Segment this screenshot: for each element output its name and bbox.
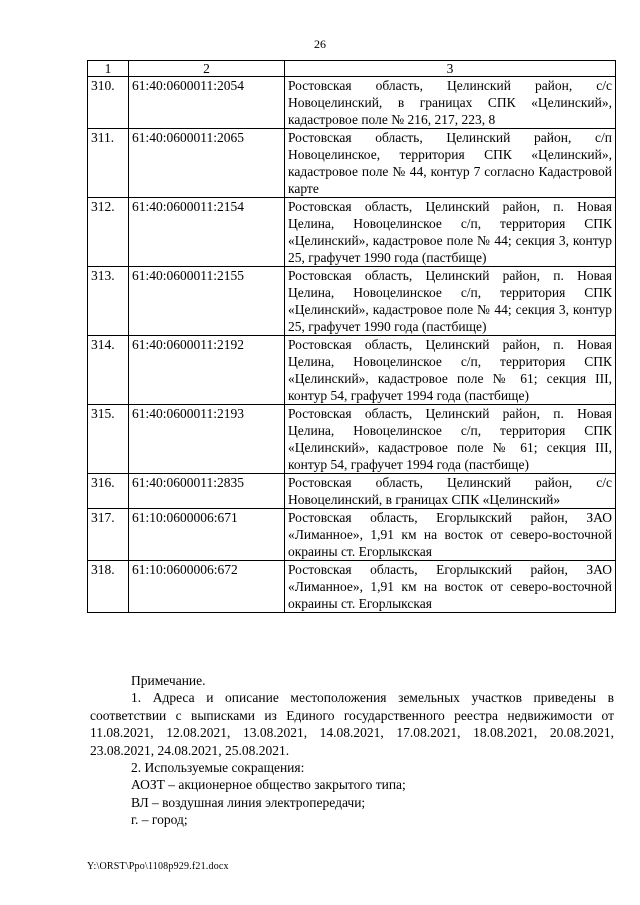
table-row [88, 267, 616, 336]
land-plots-table [87, 60, 616, 613]
cadastral-number-cell: 61:40:0600011:2192 [129, 336, 285, 405]
address-cell: Ростовская область, Целинский район, п. Новая Целина, Новоцелинское с/п, территория СПК «Целинский», кадастровое поле № 61; секция III, контур 54, графучет 1994 года (пастбище) [285, 336, 616, 405]
row-number-cell: 318. [88, 561, 129, 613]
cadastral-number-cell: 61:40:0600011:2065 [129, 129, 285, 198]
address-cell: Ростовская область, Целинский район, с/с Новоцелинский, в границах СПК «Целинский», кадастровое поле № 216, 217, 223, 8 [285, 77, 616, 129]
cadastral-number-cell: 61:40:0600011:2054 [129, 77, 285, 129]
table-row [88, 77, 616, 129]
header-col-1: 1 [88, 61, 129, 77]
address-cell: Ростовская область, Егорлыкский район, ЗАО «Лиманное», 1,91 км на восток от северо-восточной окраины ст. Егорлыкская [285, 561, 616, 613]
cadastral-number-cell: 61:40:0600011:2155 [129, 267, 285, 336]
table-row [88, 509, 616, 561]
table-row [88, 561, 616, 613]
cadastral-number-cell: 61:40:0600011:2193 [129, 405, 285, 474]
file-path-footer: Y:\ORST\Ppo\1108p929.f21.docx [87, 861, 229, 872]
row-number-cell: 311. [88, 129, 129, 198]
address-cell: Ростовская область, Целинский район, п. Новая Целина, Новоцелинское с/п, территория СПК «Целинский», кадастровое поле № 44; секция 3, контур 25, графучет 1990 года (пастбище) [285, 198, 616, 267]
table-row [88, 336, 616, 405]
address-cell: Ростовская область, Целинский район, с/с Новоцелинский, в границах СПК «Целинский» [285, 474, 616, 509]
row-number-cell: 312. [88, 198, 129, 267]
header-col-3: 3 [285, 61, 616, 77]
row-number-cell: 317. [88, 509, 129, 561]
address-cell: Ростовская область, Целинский район, с/п Новоцелинское, территория СПК «Целинский», кадастровое поле № 44, контур 7 согласно Кадастровой карте [285, 129, 616, 198]
table-header-row [88, 61, 616, 77]
address-cell: Ростовская область, Егорлыкский район, ЗАО «Лиманное», 1,91 км на восток от северо-восточной окраины ст. Егорлыкская [285, 509, 616, 561]
table-row [88, 405, 616, 474]
page-number: 26 [314, 37, 326, 51]
row-number-cell: 313. [88, 267, 129, 336]
note-item-2: 2. Используемые сокращения: [131, 760, 305, 776]
row-number-cell: 315. [88, 405, 129, 474]
table-row [88, 198, 616, 267]
cadastral-number-cell: 61:10:0600006:671 [129, 509, 285, 561]
table-row [88, 474, 616, 509]
notes-section [90, 672, 614, 829]
note-item-1: 1. Адреса и описание местоположения земельных участков приведены в соответствии с выписками из Единого государственного реестра недвижимости от 11.08.2021, 12.08.2021, 13.08.2021, 14.08.2021, 17.08.2021, 18.08.2021, 20.08.2021, 23.08.2021, 24.08.2021, 25.08.2021. [90, 690, 614, 758]
cadastral-number-cell: 61:40:0600011:2835 [129, 474, 285, 509]
table-row [88, 129, 616, 198]
row-number-cell: 316. [88, 474, 129, 509]
abbreviation-g: г. – город; [131, 812, 188, 828]
header-col-2: 2 [129, 61, 285, 77]
row-number-cell: 310. [88, 77, 129, 129]
address-cell: Ростовская область, Целинский район, п. Новая Целина, Новоцелинское с/п, территория СПК «Целинский», кадастровое поле № 61; секция III, контур 54, графучет 1994 года (пастбище) [285, 405, 616, 474]
abbreviation-vl: ВЛ – воздушная линия электропередачи; [131, 794, 366, 810]
abbreviation-aozt: АОЗТ – акционерное общество закрытого типа; [131, 777, 406, 793]
notes-title: Примечание. [131, 673, 206, 688]
cadastral-number-cell: 61:40:0600011:2154 [129, 198, 285, 267]
address-cell: Ростовская область, Целинский район, п. Новая Целина, Новоцелинское с/п, территория СПК «Целинский», кадастровое поле № 44; секция 3, контур 25, графучет 1990 года (пастбище) [285, 267, 616, 336]
cadastral-number-cell: 61:10:0600006:672 [129, 561, 285, 613]
row-number-cell: 314. [88, 336, 129, 405]
